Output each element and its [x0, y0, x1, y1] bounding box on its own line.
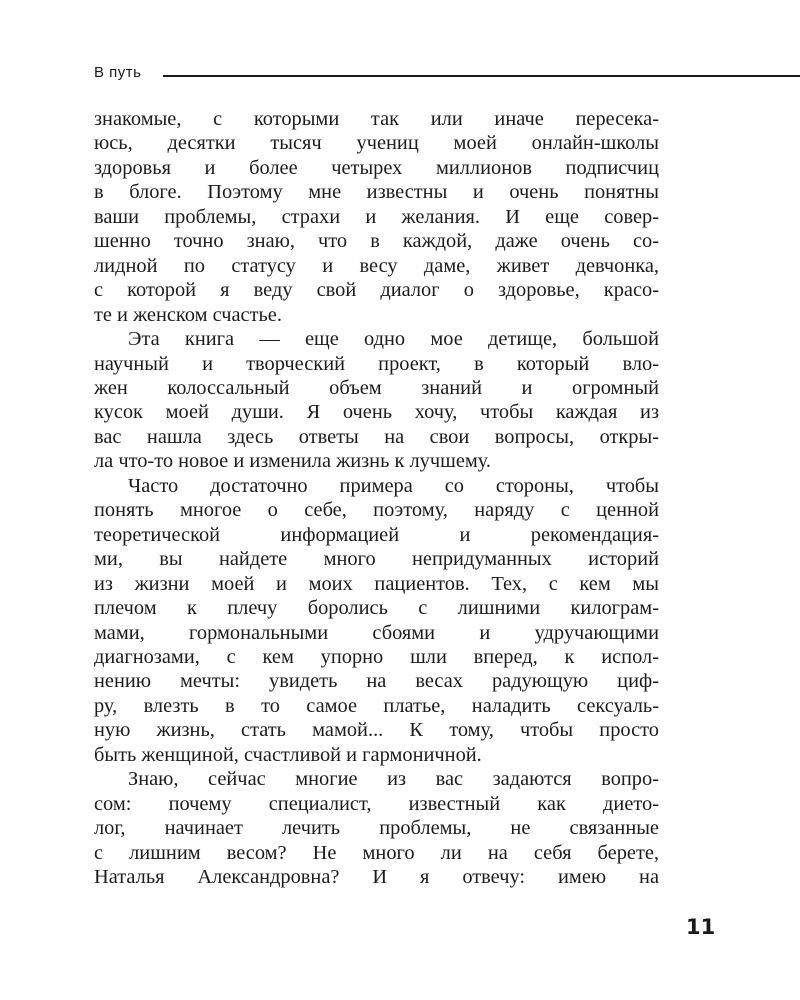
text-line: плечом к плечу боролись с лишними килограм- [94, 597, 659, 620]
page-number: 11 [686, 915, 716, 939]
text-line: вас нашла здесь ответы на свои вопросы, откры- [94, 425, 659, 448]
text-line: здоровья и более четырех миллионов подписчиц [94, 156, 659, 179]
text-line: Эта книга — еще одно мое детище, большой [128, 328, 659, 351]
text-line: мами, гормональными сбоями и удручающими [94, 621, 659, 644]
text-line: ми, вы найдете много непридуманных историй [94, 548, 659, 571]
text-line: нению мечты: увидеть на весах радующую циф- [94, 670, 659, 693]
text-line: с лишним весом? Не много ли на себя берете, [94, 841, 659, 864]
text-line: сом: почему специалист, известный как дието- [94, 792, 659, 815]
text-line: научный и творческий проект, в который вло- [94, 352, 659, 375]
text-line: с которой я веду свой диалог о здоровье, красо- [94, 279, 659, 302]
text-line: из жизни моей и моих пациентов. Тех, с кем мы [94, 572, 659, 595]
text-line: диагнозами, с кем упорно шли вперед, к испол- [94, 645, 659, 668]
text-line: Часто достаточно примера со стороны, чтобы [128, 474, 659, 497]
text-line: лидной по статусу и весу даме, живет девчонка, [94, 254, 659, 277]
text-line: лог, начинает лечить проблемы, не связанные [94, 817, 659, 840]
body-text [94, 107, 659, 890]
text-line: кусок моей души. Я очень хочу, чтобы каждая из [94, 401, 659, 424]
text-line: понять многое о себе, поэтому, наряду с ценной [94, 499, 659, 522]
text-line: ваши проблемы, страхи и желания. И еще совер- [94, 205, 659, 228]
text-line: ную жизнь, стать мамой... К тому, чтобы просто [94, 719, 659, 742]
text-line: ру, влезть в то самое платье, наладить сексуаль- [94, 694, 659, 717]
text-line: Наталья Александровна? И я отвечу: имею на [94, 866, 659, 889]
running-head: В путь [94, 64, 142, 81]
text-line: знакомые, с которыми так или иначе пересека- [94, 108, 659, 130]
text-line: жен колоссальный объем знаний и огромный [94, 376, 659, 399]
text-line: быть женщиной, счастливой и гармоничной. [94, 743, 482, 766]
header-rule [163, 75, 800, 77]
text-line: юсь, десятки тысяч учениц моей онлайн-школы [94, 132, 659, 155]
text-line: в блоге. Поэтому мне известны и очень понятны [94, 181, 659, 204]
text-line: Знаю, сейчас многие из вас задаются вопро- [128, 768, 659, 791]
text-line: те и женском счастье. [94, 303, 282, 326]
text-line: шенно точно знаю, что в каждой, даже очень со- [94, 230, 659, 253]
text-line: ла что-то новое и изменила жизнь к лучшему. [94, 450, 492, 473]
text-line: теоретической информацией и рекомендация- [94, 523, 659, 546]
